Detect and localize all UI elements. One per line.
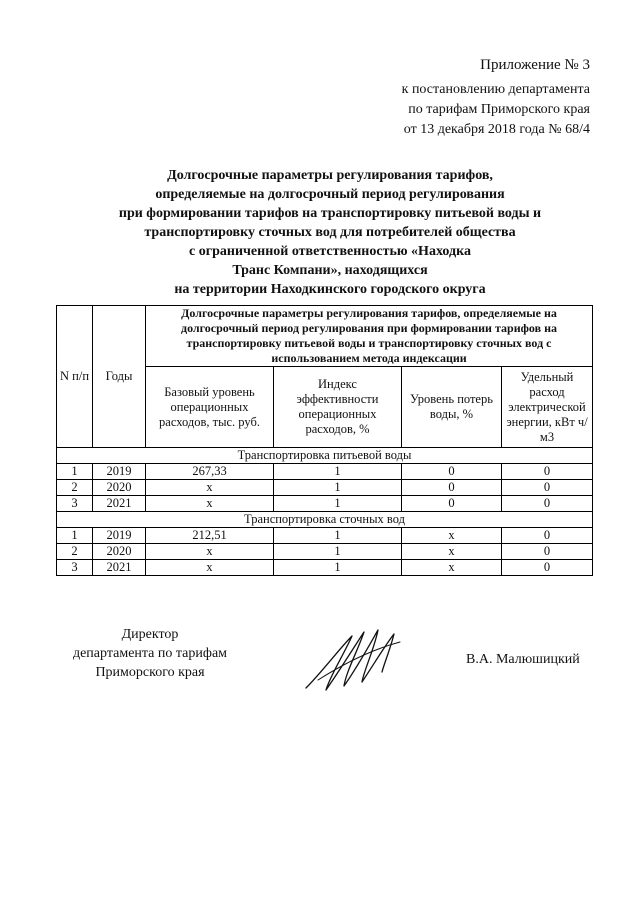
table-row — [57, 528, 593, 544]
column-header-energy-consumption: Удельный расход электрической энергии, кВт ч/м3 — [502, 367, 593, 448]
cell: 0 — [502, 528, 593, 544]
tariff-parameters-table — [56, 305, 593, 576]
cell: 0 — [502, 464, 593, 480]
cell: 2021 — [93, 496, 146, 512]
cell: 1 — [274, 464, 402, 480]
cell: 3 — [57, 560, 93, 576]
column-header-base-expenses: Базовый уровень операционных расходов, тыс. руб. — [146, 367, 274, 448]
cell: 2019 — [93, 528, 146, 544]
column-header-water-losses: Уровень потерь воды, % — [402, 367, 502, 448]
decree-line: от 13 декабря 2018 года № 68/4 — [403, 122, 590, 137]
title-line: транспортировку сточных вод для потребителей общества — [144, 225, 516, 240]
signatory-name: В.А. Малюшицкий — [466, 652, 580, 667]
section-row — [57, 512, 593, 528]
title-line: с ограниченной ответственностью «Находка — [189, 244, 471, 259]
cell: 1 — [274, 480, 402, 496]
decree-reference — [360, 80, 590, 140]
appendix-label: Приложение № 3 — [480, 57, 590, 73]
group-header: Долгосрочные параметры регулирования тарифов, определяемые на долгосрочный период регулирования при формировании тарифов на транспортировку питьевой воды и транспортировку сточных вод с использованием метода индексации — [146, 306, 593, 367]
cell: х — [146, 480, 274, 496]
cell: 212,51 — [146, 528, 274, 544]
table-row — [57, 496, 593, 512]
section-title: Транспортировка питьевой воды — [57, 448, 593, 464]
cell: 2021 — [93, 560, 146, 576]
cell: 0 — [502, 560, 593, 576]
cell: 1 — [274, 560, 402, 576]
table-header-row — [57, 306, 593, 367]
table-row — [57, 464, 593, 480]
cell: х — [146, 544, 274, 560]
cell: 1 — [274, 496, 402, 512]
position-line: Приморского края — [95, 665, 205, 680]
cell: х — [402, 544, 502, 560]
cell: 0 — [502, 496, 593, 512]
section-title: Транспортировка сточных вод — [57, 512, 593, 528]
cell: 2020 — [93, 544, 146, 560]
cell: 0 — [502, 544, 593, 560]
cell: х — [146, 560, 274, 576]
cell: 0 — [502, 480, 593, 496]
title-line: Долгосрочные параметры регулирования тарифов, — [167, 168, 493, 183]
document-title — [60, 166, 600, 299]
cell: 0 — [402, 496, 502, 512]
title-line: на территории Находкинского городского округа — [174, 282, 486, 297]
cell: 1 — [57, 528, 93, 544]
cell: х — [402, 528, 502, 544]
cell: 2 — [57, 544, 93, 560]
cell: х — [402, 560, 502, 576]
cell: 3 — [57, 496, 93, 512]
table-row — [57, 544, 593, 560]
column-header-efficiency-index: Индекс эффективности операционных расходов, % — [274, 367, 402, 448]
cell: 2 — [57, 480, 93, 496]
decree-line: к постановлению департамента — [401, 82, 590, 97]
signatory-position — [60, 625, 240, 682]
position-line: Директор — [121, 627, 179, 642]
cell: 267,33 — [146, 464, 274, 480]
cell: 1 — [274, 528, 402, 544]
cell: 2020 — [93, 480, 146, 496]
cell: х — [146, 496, 274, 512]
cell: 1 — [57, 464, 93, 480]
column-header-number: N п/п — [57, 306, 93, 448]
column-header-years: Годы — [93, 306, 146, 448]
cell: 2019 — [93, 464, 146, 480]
title-line: определяемые на долгосрочный период регулирования — [155, 187, 505, 202]
section-row — [57, 448, 593, 464]
handwritten-signature — [300, 620, 410, 700]
table-row — [57, 480, 593, 496]
title-line: Транс Компани», находящихся — [232, 263, 428, 278]
position-line: департамента по тарифам — [72, 646, 228, 661]
cell: 1 — [274, 544, 402, 560]
title-line: при формировании тарифов на транспортировку питьевой воды и — [118, 206, 542, 221]
table-row — [57, 560, 593, 576]
decree-line: по тарифам Приморского края — [408, 102, 590, 117]
cell: 0 — [402, 464, 502, 480]
cell: 0 — [402, 480, 502, 496]
